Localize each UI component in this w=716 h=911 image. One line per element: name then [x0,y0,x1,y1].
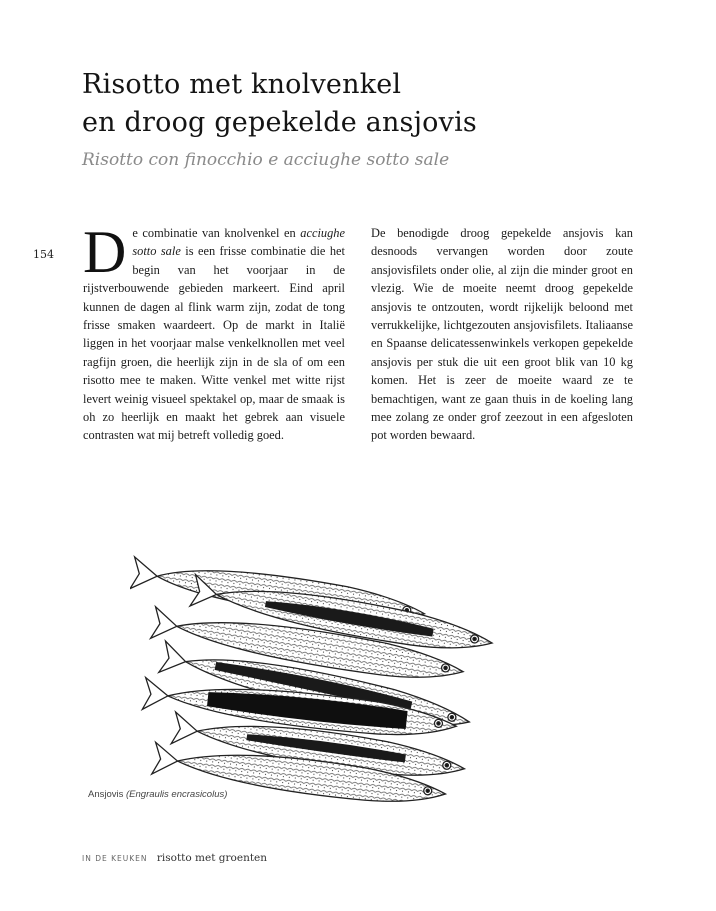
running-footer [82,852,267,864]
page-title [82,66,642,142]
page-subtitle: Risotto con finocchio e acciughe sotto sale [82,150,450,170]
caption-name: Ansjovis [88,789,127,800]
title-line-2: en droog gepekelde ansjovis [82,107,477,138]
right-column-text: De benodigde droog gepekelde ansjovis kan desnoods vervangen worden door zoute ansjovisfilets onder olie, al zijn die minder groot en vlezig. Wie de moeite neemt droog gepekelde ansjovis te ontzouten, wordt rijkelijk beloond met verrukkelijke, lichtgezouten ansjovisfilets. Italiaanse en Spaanse delicatessenwinkels verkopen gepekelde ansjovis per stuk die uit een groot blik van 10 kg komen. Het is zeer de moeite waard ze te bemachtigen, want ze gaan thuis in de koeling lang mee zolang ze onder grof zeezout in een afgesloten pot worden bewaard. [371,226,633,443]
title-line-1: Risotto met knolvenkel [82,69,402,100]
caption-latin-name: (Engraulis encrasicolus) [126,789,228,800]
italic-term: acciughe sotto sale [132,226,345,259]
illustration-caption [88,789,227,800]
left-body-text: is een frisse combinatie die het begin van het voorjaar in de rijstverbouwende gebieden markeert. Eind april kunnen de dagen al flink warm zijn, zodat de tong frisse smaken waardeert. Op de markt in Italië liggen in het voorjaar malse venkelknollen met veel ragfijn groen, die heerlijk zijn in de sla of om een risotto mee te maken. Witte venkel met witte rijst levert weinig visueel spektakel op, maar de smaak is oh zo heerlijk en maakt het gebrek aan visuele contrasten wat mij betreft volledig goed. [83,244,345,443]
left-column-text [83,219,345,445]
footer-section: IN DE KEUKEN [82,854,148,863]
page-number: 154 [33,248,54,261]
fish-group [130,556,495,805]
anchovies-illustration [130,515,530,805]
intro-text: e combinatie van knolvenkel en [132,226,301,240]
footer-chapter: risotto met groenten [156,852,268,864]
drop-cap: D [83,219,127,285]
